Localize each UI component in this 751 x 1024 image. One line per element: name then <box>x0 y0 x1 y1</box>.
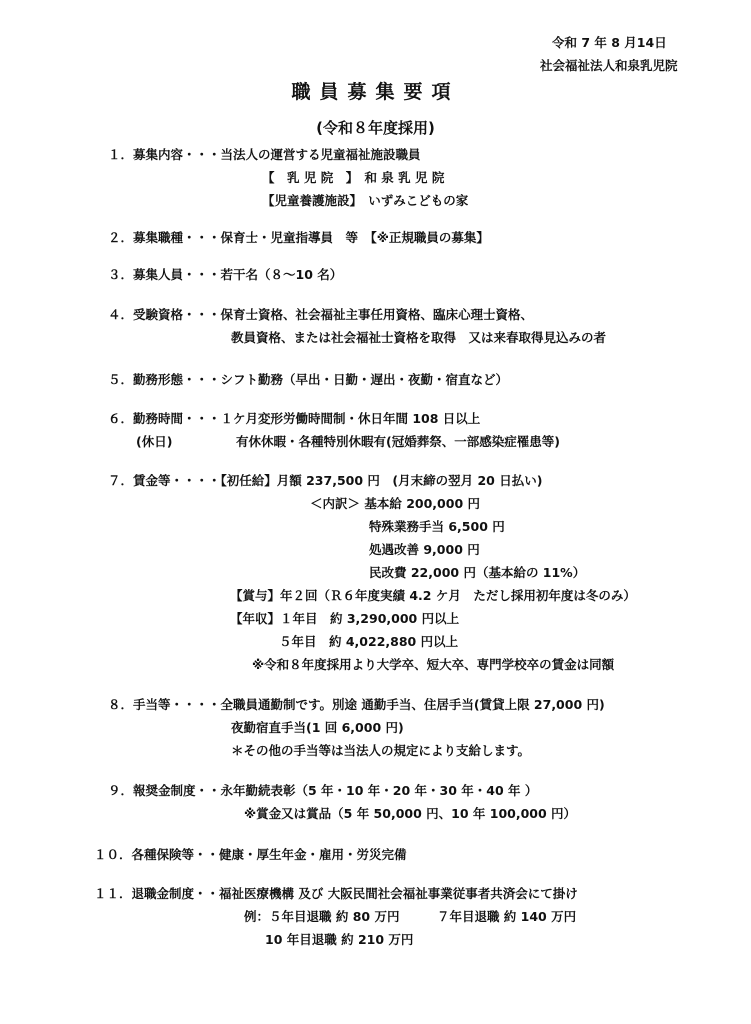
body-line: １１．退職金制度・・福祉医療機構 及び 大阪民間社会福祉事業従事者共済会にて掛け <box>94 886 578 901</box>
body-line: 有休休暇・各種特別休暇有(冠婚葬祭、一部感染症罹患等) <box>236 434 560 449</box>
body-line: １０．各種保険等・・健康・厚生年金・雇用・労災完備 <box>94 847 407 862</box>
body-line: 【児童養護施設】 いずみこどもの家 <box>262 193 469 208</box>
body-line: ＜内訳＞ 基本給 200,000 円 <box>310 496 480 511</box>
document-subtitle: (令和８年度採用) <box>316 119 435 137</box>
body-line: ＊その他の手当等は当法人の規定により支給します。 <box>231 743 531 758</box>
body-line: 例：５年目退職 約 80 万円 ７年目退職 約 140 万円 <box>244 909 577 924</box>
body-line: ７．賃金等・・・・【初任給】月額 237,500 円 (月末締の翌月 20 日払い) <box>108 473 543 488</box>
body-line: 民改費 22,000 円（基本給の 11%） <box>369 565 586 580</box>
document-title: 職員募集要項 <box>291 81 460 103</box>
body-line: 夜勤宿直手当(1 回 6,000 円) <box>231 720 404 735</box>
body-line: (休日) <box>136 434 173 449</box>
body-line: ８．手当等・・・・全職員通勤制です。別途 通勤手当、住居手当(賃貸上限 27,000 円) <box>108 697 605 712</box>
body-line: ３．募集人員・・・若干名（８～10 名） <box>108 267 343 282</box>
body-line: 処遇改善 9,000 円 <box>369 542 480 557</box>
body-line: ９．報奨金制度・・永年勤続表彰（5 年・10 年・20 年・30 年・40 年 ） <box>108 783 538 798</box>
body-line: 教員資格、または社会福祉士資格を取得 又は来春取得見込みの者 <box>231 330 607 345</box>
body-line: １．募集内容・・・当法人の運営する児童福祉施設職員 <box>108 147 421 162</box>
issue-date: 令和 7 年 8 月14日 <box>552 35 667 50</box>
body-line: 【賞与】年２回（Ｒ６年度実績 4.2 ケ月 ただし採用初年度は冬のみ） <box>230 588 636 603</box>
body-line: ５年目 約 4,022,880 円以上 <box>279 634 459 649</box>
body-line: ６．勤務時間・・・１ケ月変形労働時間制・休日年間 108 日以上 <box>108 411 481 426</box>
body-line: ４．受験資格・・・保育士資格、社会福祉主事任用資格、臨床心理士資格、 <box>108 307 534 322</box>
body-line: ５．勤務形態・・・シフト勤務（早出・日勤・遅出・夜勤・宿直など） <box>108 372 509 387</box>
body-line: 【 乳 児 院 】 和 泉 乳 児 院 <box>262 170 445 185</box>
body-line: ※令和８年度採用より大学卒、短大卒、専門学校卒の賃金は同額 <box>252 657 615 672</box>
body-line: 【年収】１年目 約 3,290,000 円以上 <box>230 611 460 626</box>
body-line: 10 年目退職 約 210 万円 <box>265 932 414 947</box>
body-line: ２．募集職種・・・保育士・児童指導員 等 【※正規職員の募集】 <box>108 230 489 245</box>
organization-name: 社会福祉法人和泉乳児院 <box>540 58 678 73</box>
body-line: 特殊業務手当 6,500 円 <box>369 519 505 534</box>
body-line: ※賞金又は賞品（5 年 50,000 円、10 年 100,000 円） <box>244 806 577 821</box>
